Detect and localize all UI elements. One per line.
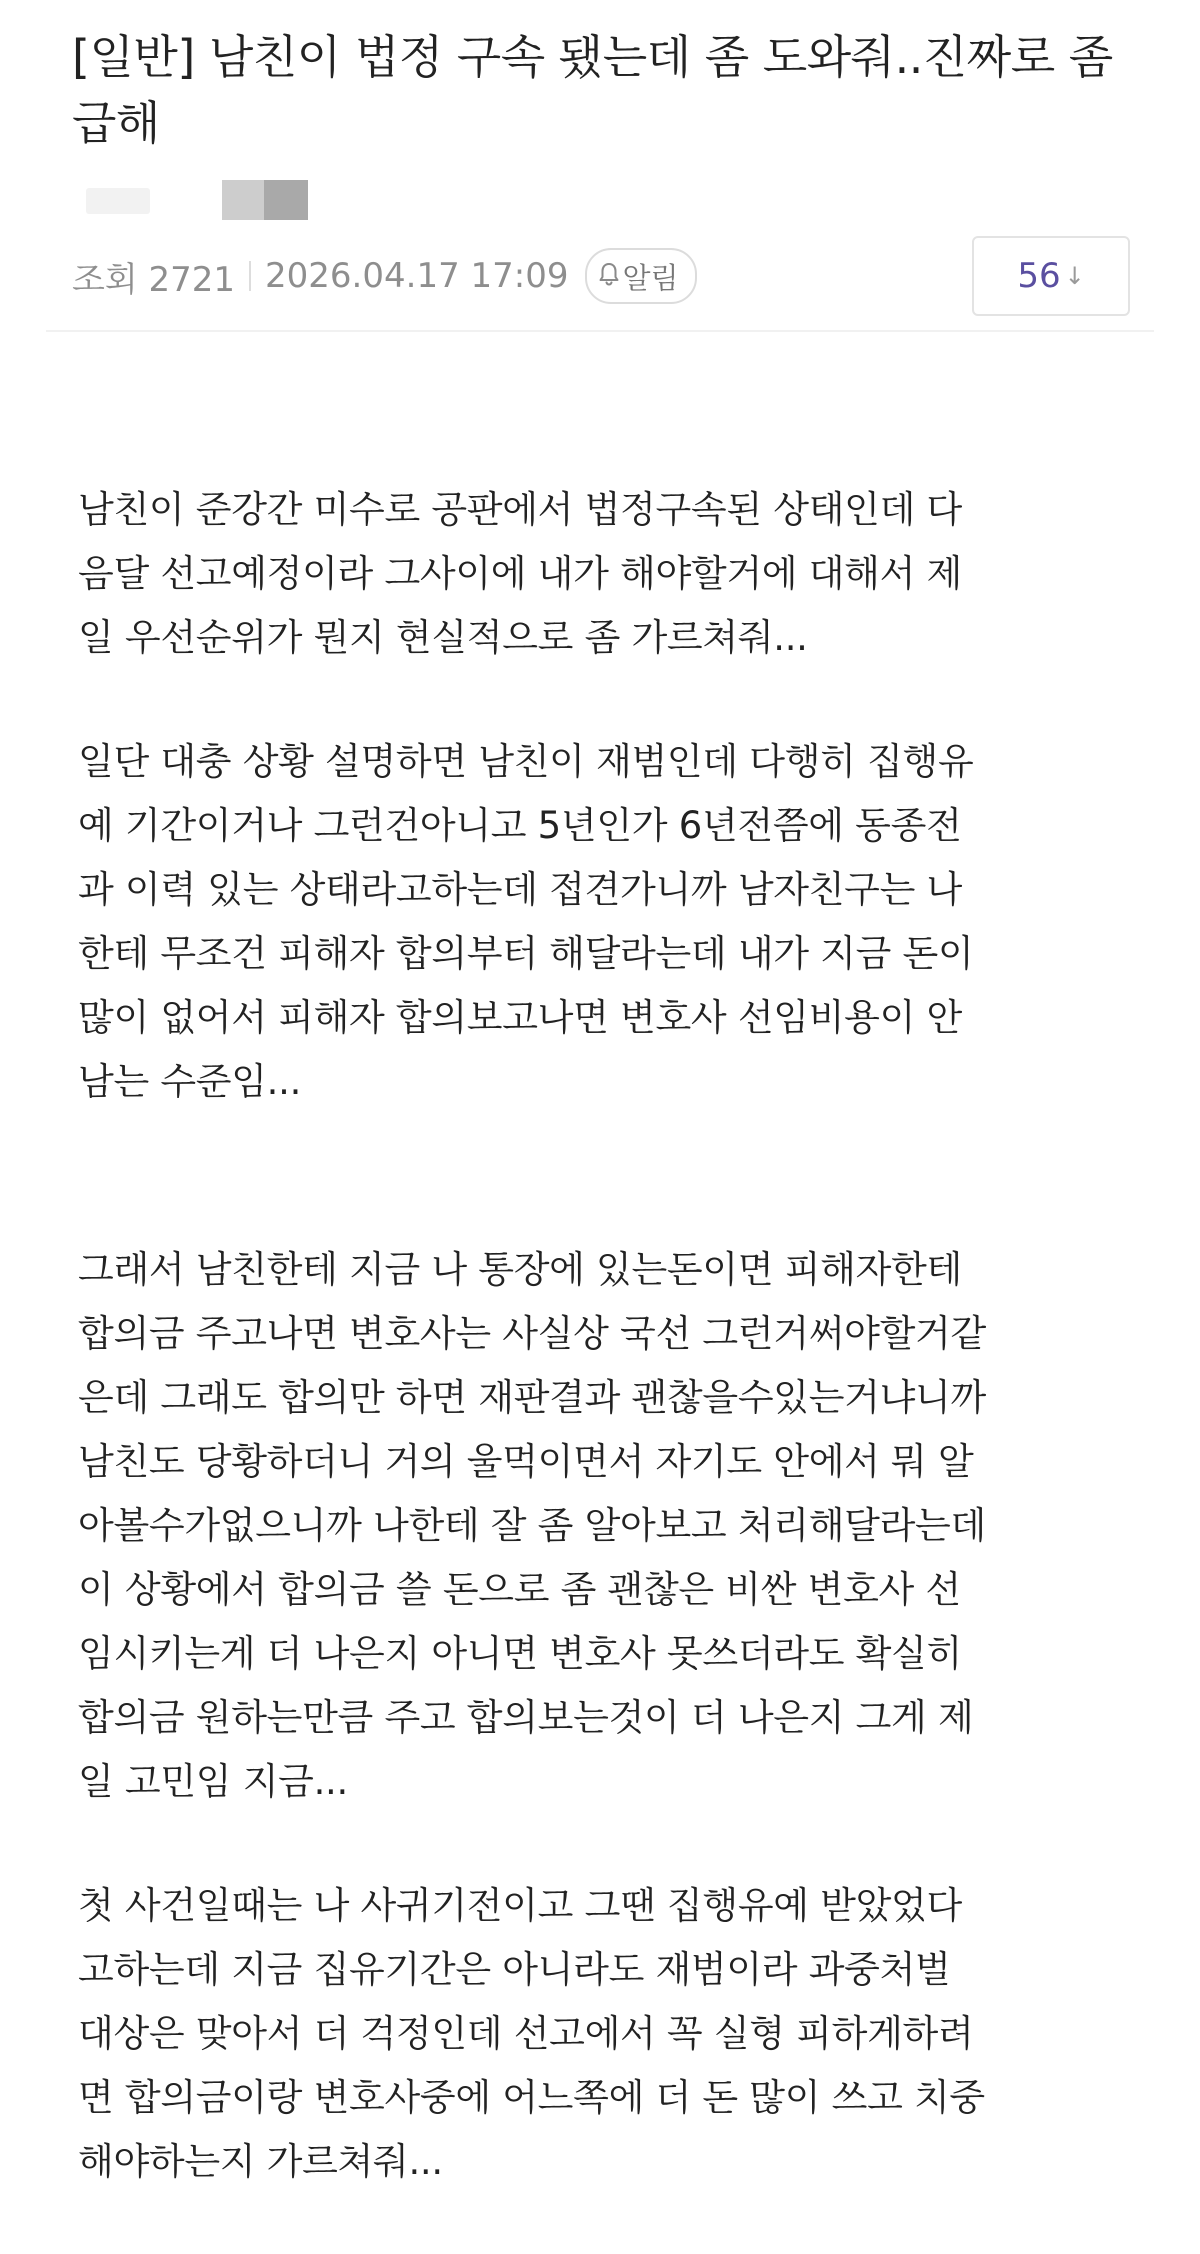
view-count: 조회 2721 — [72, 259, 236, 300]
body-paragraph: 그래서 남친한테 지금 나 통장에 있는돈이면 피해자한테 합의금 주고나면 변호사는 사실상 국선 그런거써야할거같 은데 그래도 합의만 하면 재판결과 괜찮을수있는거냐니까 남친도 당황하더니 거의 울먹이면서 자기도 안에서 뭐 알 아볼수가없으니까 나한테 잘 좀 알아보고 처리해달라는데 이 상황에서 합의금 쓸 돈으로 좀 괜찮은 비싼 변호사 선 임시키는게 더 나은지 아니면 변호사 못쓰더라도 확실히 합의금 원하는만큼 주고 합의보는것이 더 나은지 그게 제 일 고민임 지금... — [78, 1248, 986, 1803]
post-datetime: 2026.04.17 17:09 — [265, 256, 569, 296]
alarm-button[interactable] — [585, 248, 697, 304]
alarm-label: 알림 — [622, 260, 679, 295]
author-avatar-redacted — [86, 188, 150, 214]
author-row — [72, 176, 472, 226]
body-paragraph: 남친이 준강간 미수로 공판에서 법정구속된 상태인데 다 음달 선고예정이라 그사이에 내가 해야할거에 대해서 제 일 우선순위가 뭔지 현실적으로 좀 가르쳐줘... — [78, 488, 962, 659]
meta-divider — [249, 261, 251, 291]
vote-count: 56 — [1017, 256, 1061, 296]
bell-icon — [599, 259, 619, 293]
author-name-redacted[interactable] — [222, 180, 308, 220]
post-title: [일반] 남친이 법정 구속 됐는데 좀 도와줘..진짜로 좀 급해 — [72, 30, 1113, 150]
post-body — [78, 478, 1158, 2254]
vote-button[interactable] — [972, 236, 1130, 316]
body-paragraph: 첫 사건일때는 나 사귀기전이고 그땐 집행유예 받았었다 고하는데 지금 집유기간은 아니라도 재범이라 과중처벌 대상은 맞아서 더 걱정인데 선고에서 꼭 실형 피하게하려 면 합의금이랑 변호사중에 어느쪽에 더 돈 많이 쓰고 치중 해야하는지 가르쳐줘... — [78, 1884, 985, 2183]
header-divider — [46, 330, 1154, 332]
body-paragraph: 일단 대충 상황 설명하면 남친이 재범인데 다행히 집행유 예 기간이거나 그런건아니고 5년인가 6년전쯤에 동종전 과 이력 있는 상태라고하는데 접견가니까 남자친구는 나 한테 무조건 피해자 합의부터 해달라는데 내가 지금 돈이 많이 없어서 피해자 합의보고나면 변호사 선임비용이 안 남는 수준임... — [78, 740, 974, 1103]
arrow-down-icon: ↓ — [1064, 262, 1085, 290]
